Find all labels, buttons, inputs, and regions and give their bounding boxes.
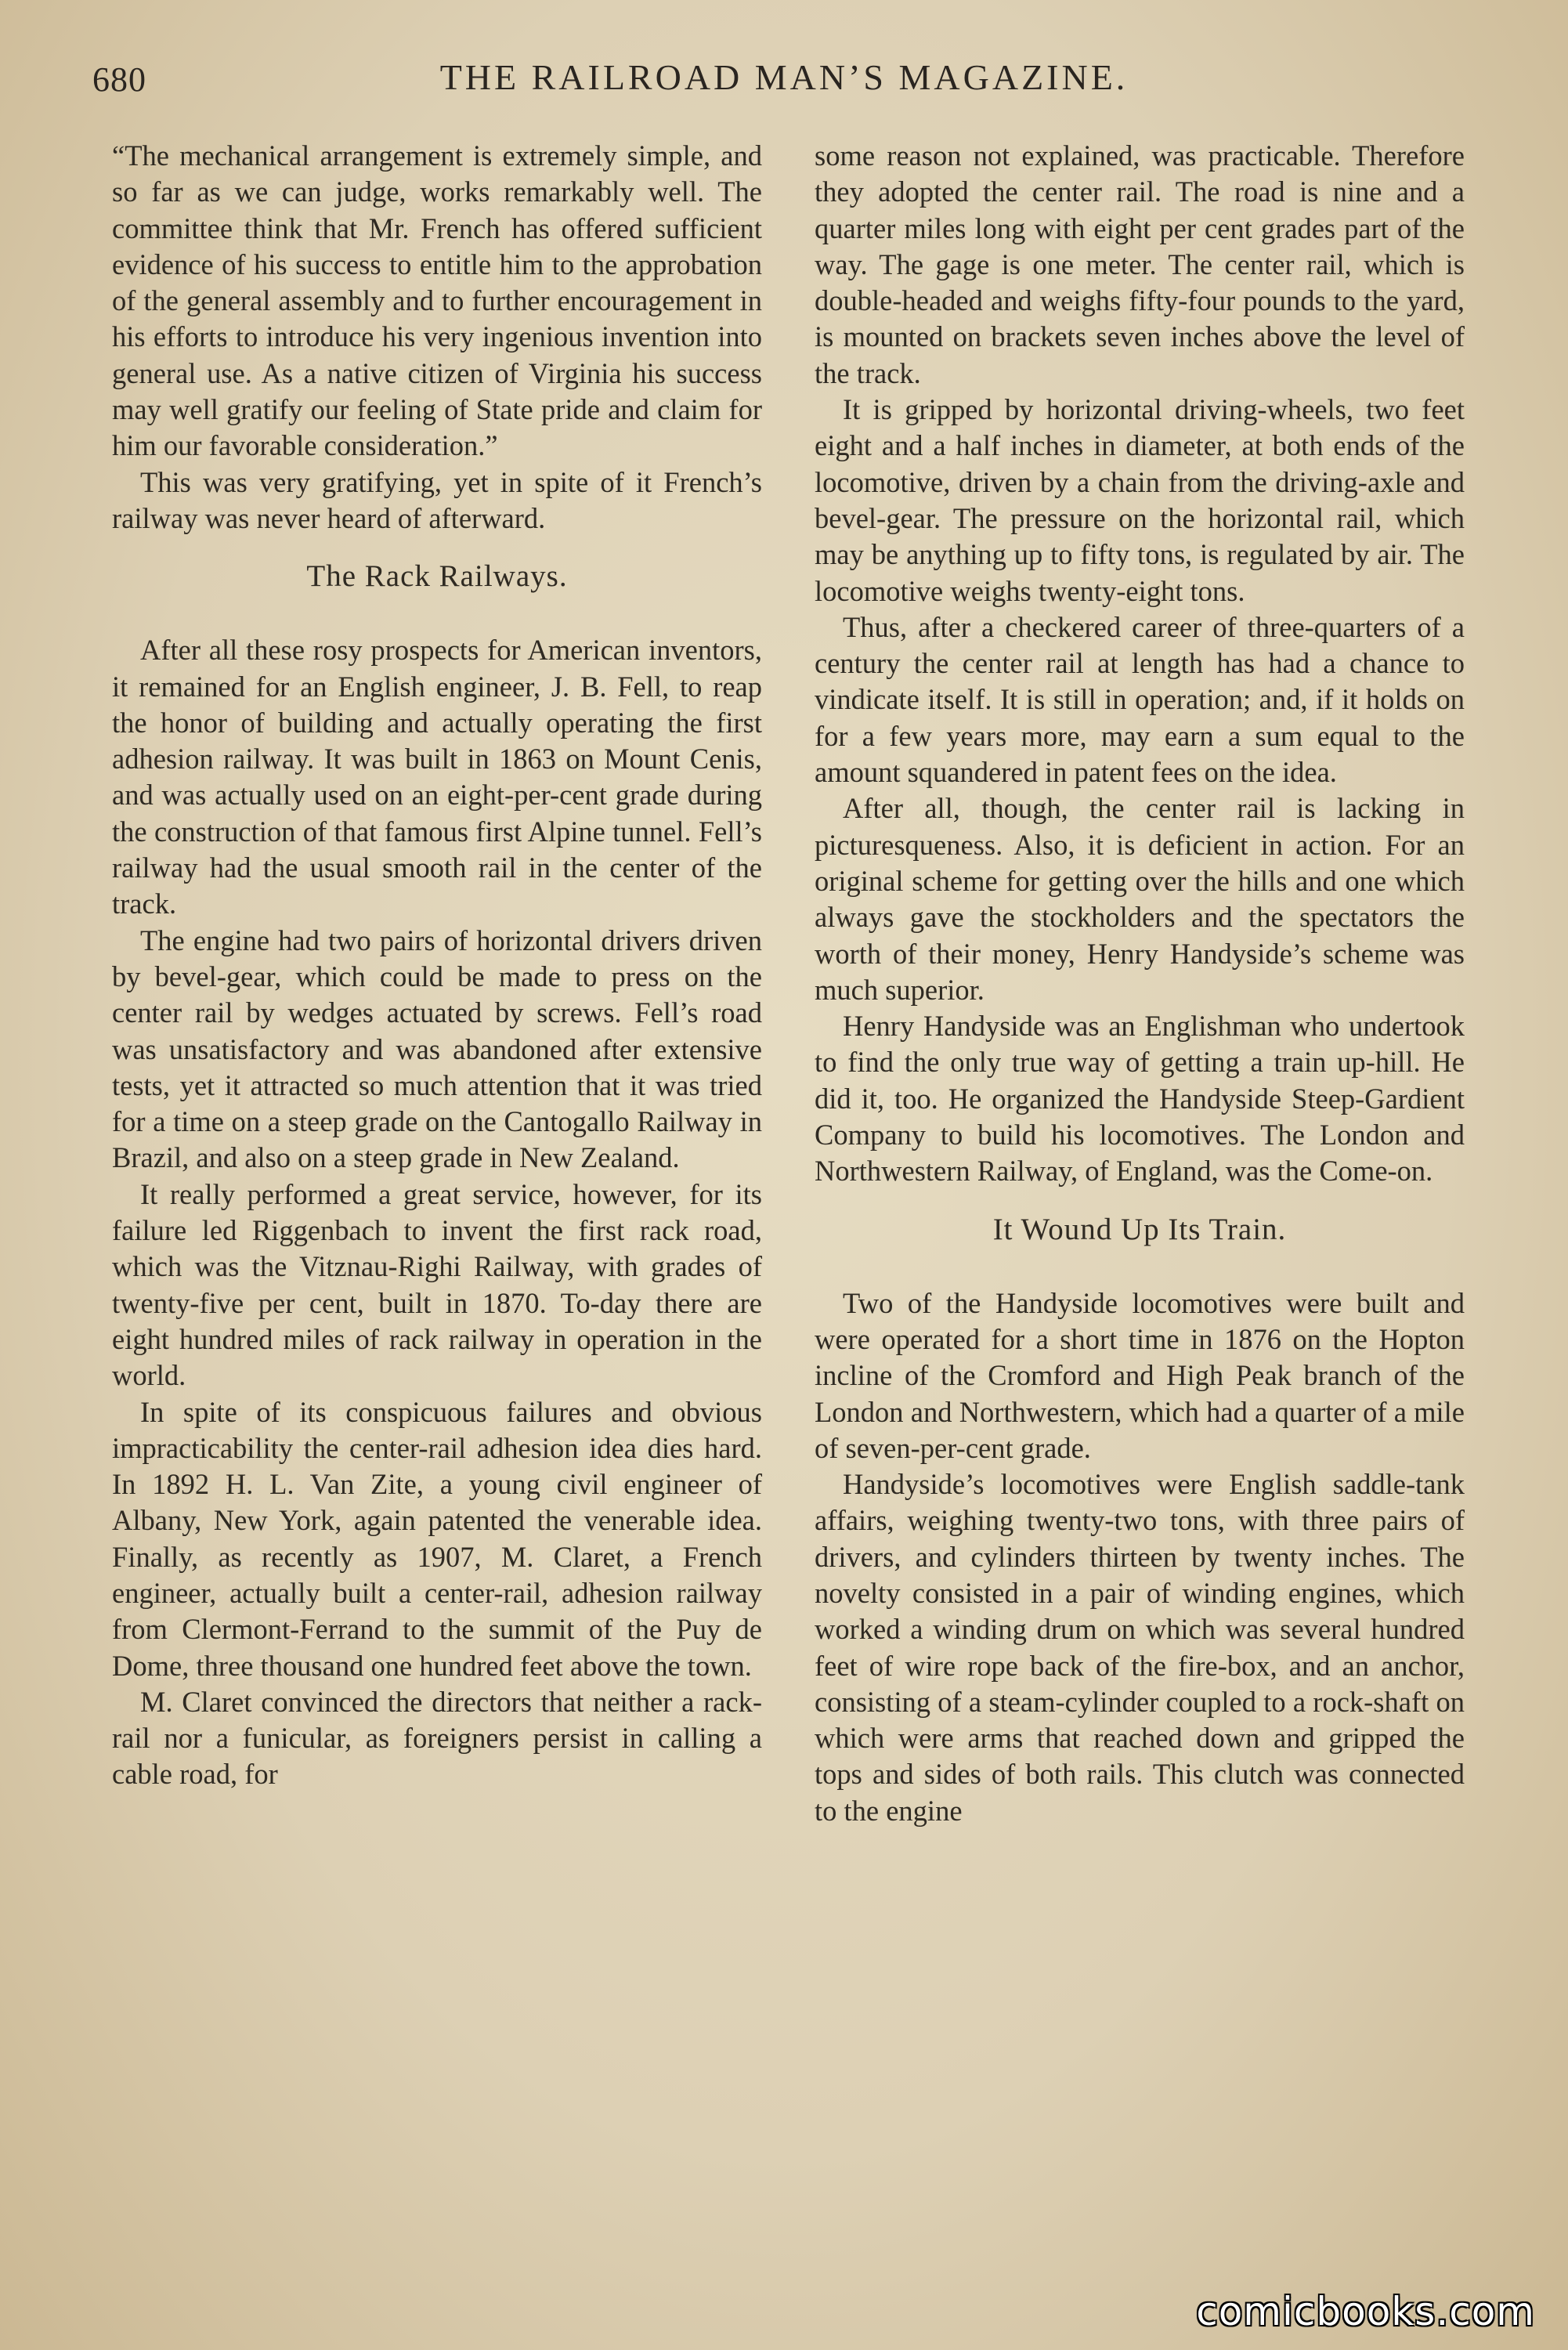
left-column <box>112 138 762 1793</box>
watermark: comicbooks.com <box>1196 2289 1535 2334</box>
paragraph: The engine had two pairs of horizontal drivers driven by bevel-gear, which could be made to press on the center rail by wedges actuated by screws. Fell’s road was unsatisfactory and was abandoned after extensive tests, yet it attracted so much attention that it was tried for a time on a steep grade on the Cantogallo Railway in Brazil, and also on a steep grade in New Zealand. <box>112 924 762 1174</box>
paragraph: some reason not explained, was practicable. Therefore they adopted the center rail. The road is nine and a quarter miles long with eight per cent grades part of the way. The gage is one meter. The center rail, which is double-headed and weighs fifty-four pounds to the yard, is mounted on brackets seven inches above the level of the track. <box>815 139 1465 389</box>
paragraph: Two of the Handyside locomotives were built and were operated for a short time in 1876 on the Hopton incline of the Cromford and High Peak branch of the London and Northwestern, which had a quarter of a mile of seven-per-cent grade. <box>815 1286 1465 1464</box>
paragraph: In spite of its conspicuous failures and obvious impracticability the center-rail adhesion idea dies hard. In 1892 H. L. Van Zite, a young civil engineer of Albany, New York, again patented the venerable idea. Finally, as recently as 1907, M. Claret, a French engineer, actually built a center-rail, adhesion railway from Clermont-Ferrand to the summit of the Puy de Dome, three thousand one hundred feet above the town. <box>112 1395 762 1682</box>
paragraph: “The mechanical arrangement is extremely simple, and so far as we can judge, works remarkably well. The committee think that Mr. French has offered sufficient evidence of his success to entitle him to the approbation of the general assembly and to further encouragement in his efforts to introduce his very ingenious invention into general use. As a native citizen of Virginia his success may well gratify our feeling of State pride and claim for him our favorable consideration.” <box>112 139 762 462</box>
paragraph: Henry Handyside was an Englishman who undertook to find the only true way of getting a train up-hill. He did it, too. He organized the Handyside Steep-Gardient Company to build his locomotives. The London and Northwestern Railway, of England, was the Come-on. <box>815 1010 1465 1188</box>
paragraph: Thus, after a checkered career of three-quarters of a century the center rail at length has had a chance to vindicate itself. It is still in operation; and, if it holds on for a few years more, may earn a sum equal to the amount squandered in patent fees on the idea. <box>815 610 1465 789</box>
section-heading-wound-up-train: It Wound Up Its Train. <box>992 1212 1287 1246</box>
paragraph: This was very gratifying, yet in spite of it French’s railway was never heard of afterward. <box>112 465 762 534</box>
paragraph: M. Claret convinced the directors that neither a rack-rail nor a funicular, as foreigners persist in calling a cable road, for <box>112 1685 762 1791</box>
running-title: THE RAILROAD MAN’S MAGAZINE. <box>439 57 1129 97</box>
paragraph: Handyside’s locomotives were English saddle-tank affairs, weighing twenty-two tons, with three pairs of drivers, and cylinders thirteen by twenty inches. The novelty consisted in a pair of winding engines, which worked a winding drum on which was several hundred feet of wire rope back of the fire-box, and an anchor, consisting of a steam-cylinder coupled to a rock-shaft on which were arms that reached down and gripped the tops and sides of both rails. This clutch was connected to the engine <box>815 1468 1465 1827</box>
paragraph: It really performed a great service, however, for its failure led Riggenbach to invent the first rack road, which was the Vitznau-Righi Railway, with grades of twenty-five per cent, built in 1870. To-day there are eight hundred miles of rack railway in operation in the world. <box>112 1177 762 1392</box>
paragraph: After all, though, the center rail is lacking in picturesqueness. Also, it is deficient in action. For an original scheme for getting over the hills and one which always gave the stockholders and the spectators the worth of their money, Henry Handyside’s scheme was much superior. <box>815 792 1465 1006</box>
page-number: 680 <box>92 60 146 99</box>
paragraph: It is gripped by horizontal driving-wheels, two feet eight and a half inches in diameter, at both ends of the locomotive, driven by a chain from the driving-axle and bevel-gear. The pressure on the horizontal rail, which may be anything up to fifty tons, is regulated by air. The locomotive weighs twenty-eight tons. <box>815 393 1465 607</box>
paragraph: After all these rosy prospects for American inventors, it remained for an English engineer, J. B. Fell, to reap the honor of building and actually operating the first adhesion railway. It was built in 1863 on Mount Cenis, and was actually used on an eight-per-cent grade during the construction of that famous first Alpine tunnel. Fell’s railway had the usual smooth rail in the center of the track. <box>112 634 762 920</box>
right-column <box>815 138 1465 1829</box>
section-heading-rack-railways: The Rack Railways. <box>306 559 568 594</box>
